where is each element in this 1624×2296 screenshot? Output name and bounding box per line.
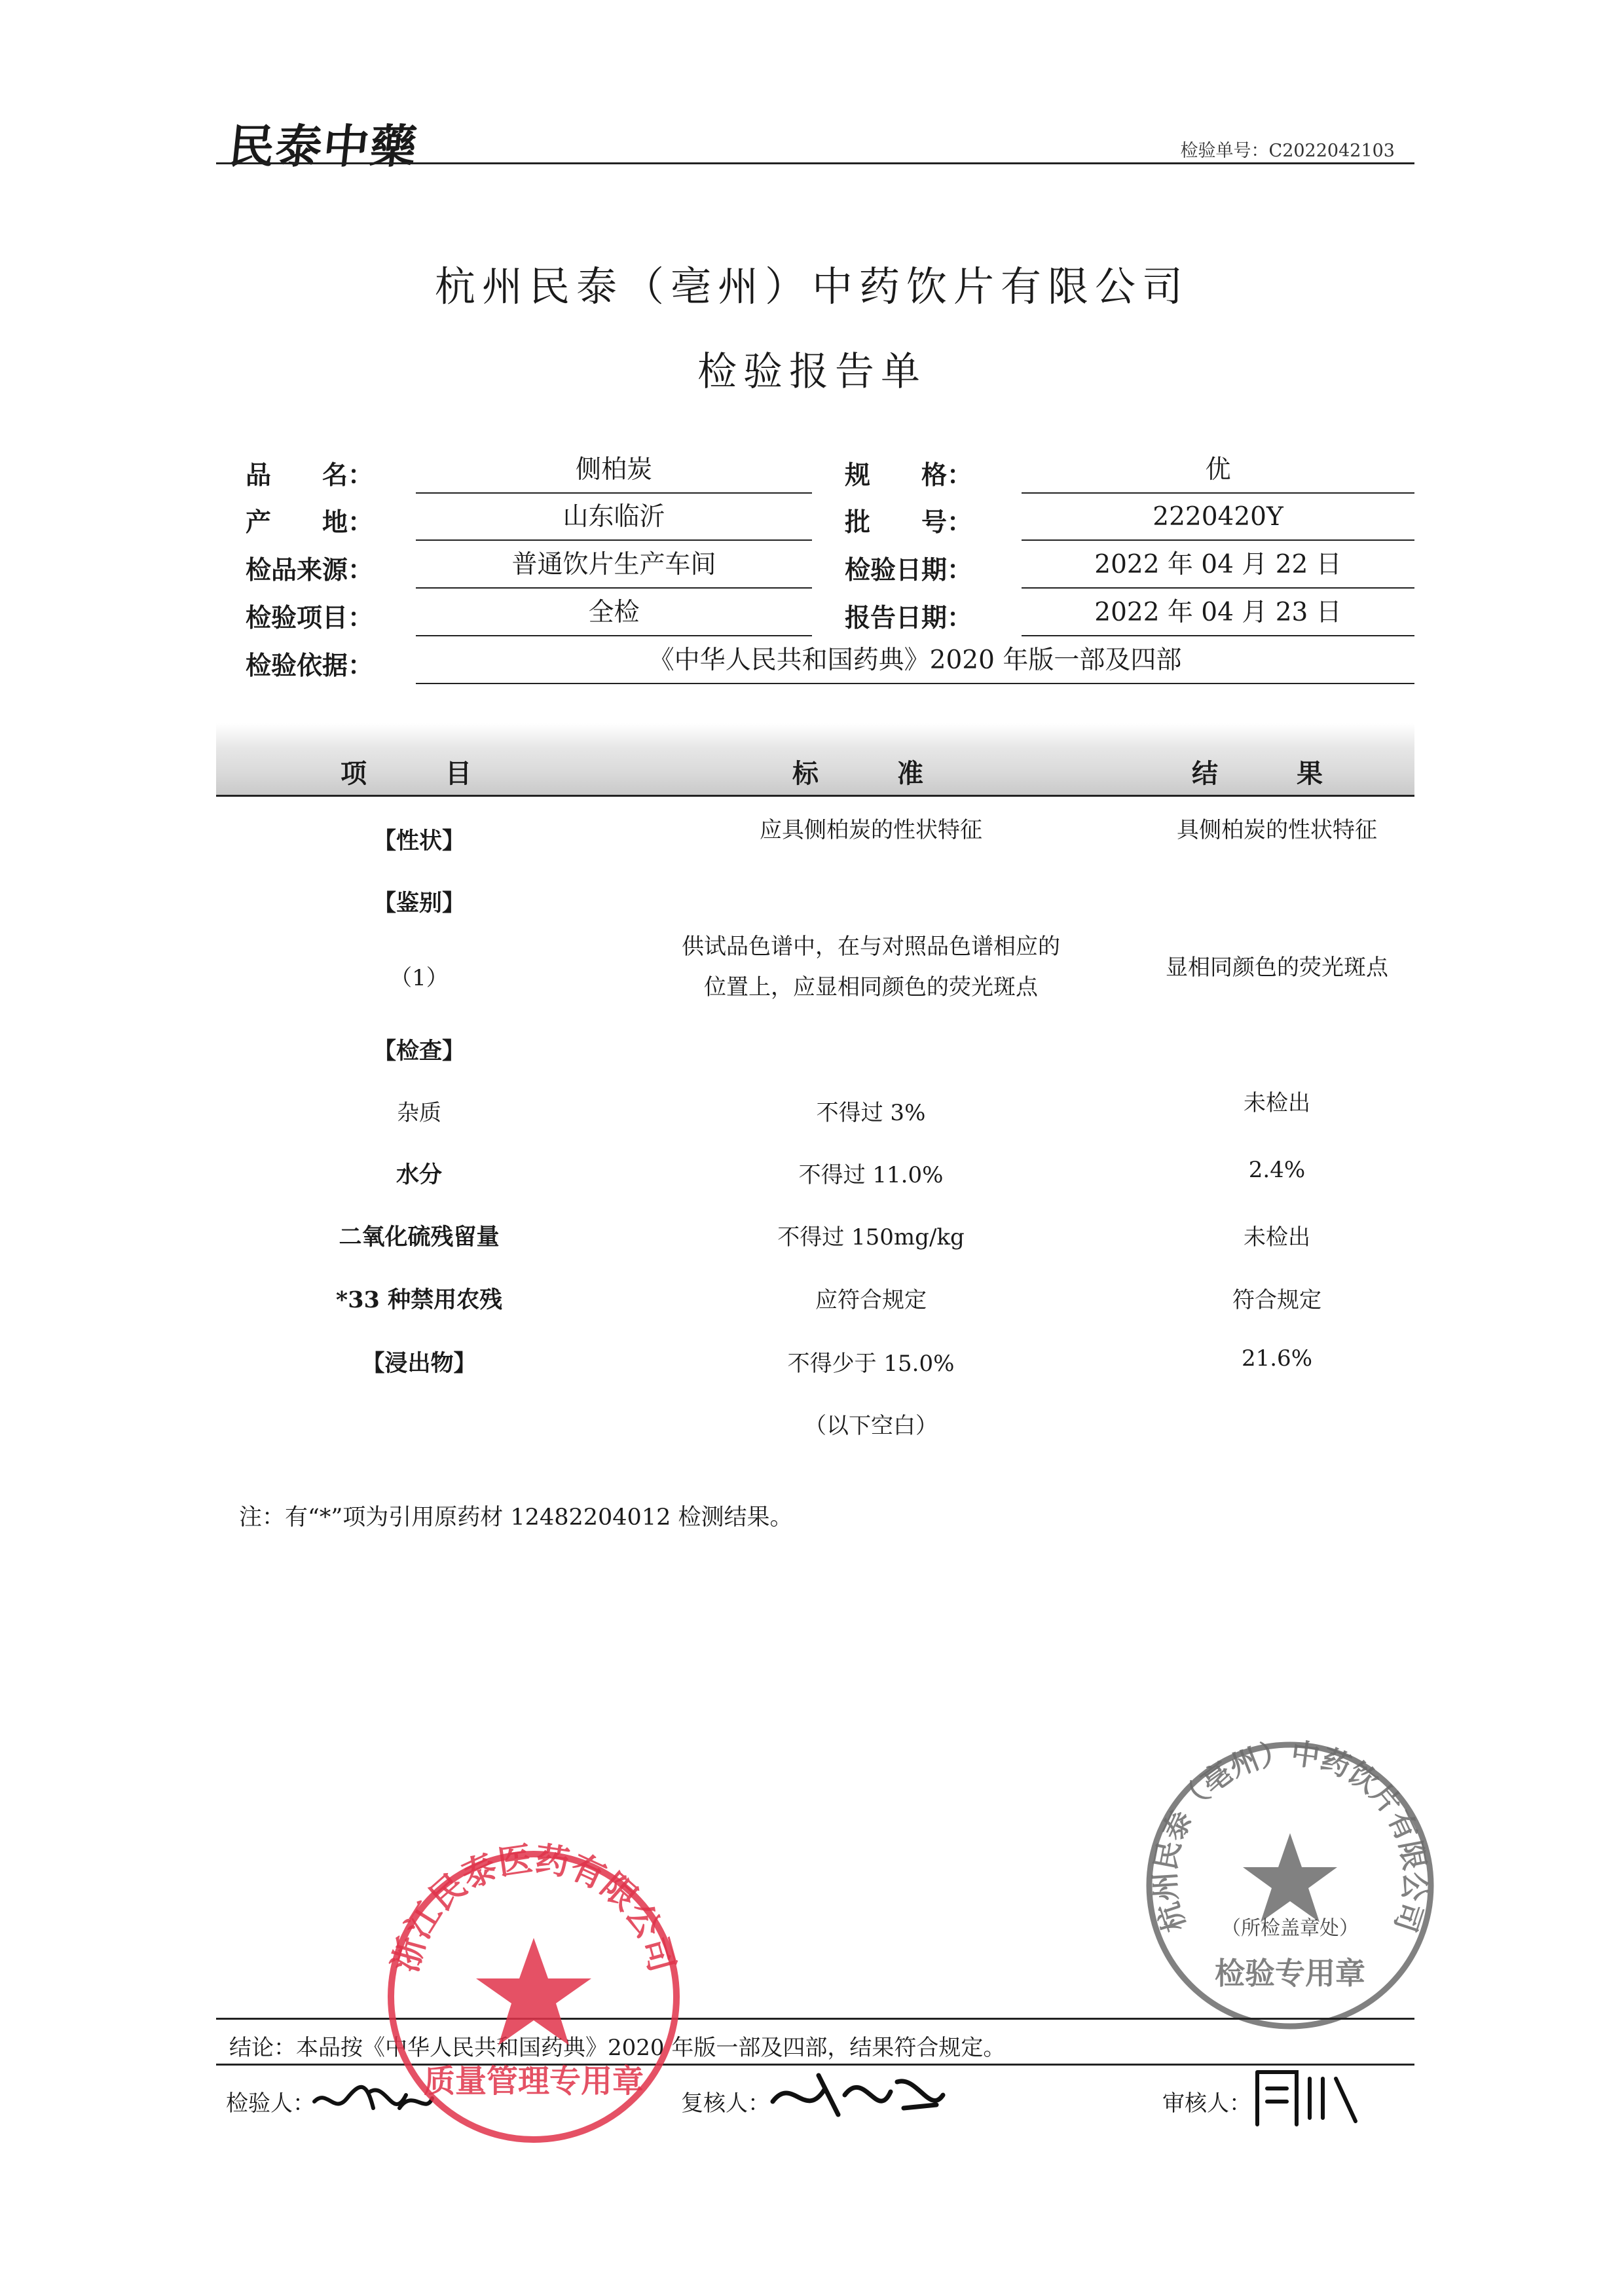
origin-value: 山东临沂 — [416, 498, 812, 541]
row-standard-line1: 供试品色谱中，在与对照品色谱相应的 — [682, 934, 1060, 960]
items-label: 检验项目： — [246, 603, 374, 633]
row-result: 具侧柏炭的性状特征 — [1177, 817, 1377, 843]
source-value: 普通饮片生产车间 — [416, 545, 812, 589]
company-logo: 民泰中藥 — [226, 119, 420, 173]
items-value: 全检 — [416, 593, 812, 636]
test-date-label: 检验日期： — [845, 555, 973, 585]
inspection-stamp-center-text: 检验专用章 — [1215, 1956, 1365, 1991]
report-date-label: 报告日期： — [845, 603, 973, 633]
quality-stamp — [377, 1840, 691, 2154]
row-result: 未检出 — [1244, 1224, 1310, 1250]
row-standard: 不得过 3% — [816, 1100, 926, 1126]
document-title: 检验报告单 — [697, 349, 927, 395]
inspection-stamp — [1133, 1728, 1447, 2043]
row-result: 显相同颜色的荧光斑点 — [1166, 955, 1388, 981]
basis-value: 《中华人民共和国药典》2020 年版一部及四部 — [416, 641, 1414, 684]
row-standard: 应符合规定 — [815, 1287, 927, 1313]
source-label: 检品来源： — [246, 555, 374, 585]
approver-signature — [1244, 2059, 1362, 2138]
inspector-label: 检验人： — [226, 2090, 315, 2117]
basis-label: 检验依据： — [246, 651, 374, 681]
test-date-value: 2022 年 04 月 22 日 — [1022, 545, 1414, 589]
row-item: 【鉴别】 — [373, 890, 465, 917]
row-result: 未检出 — [1244, 1090, 1310, 1116]
spec-value: 优 — [1022, 450, 1414, 494]
row-result: 符合规定 — [1232, 1287, 1321, 1313]
inspection-stamp-ring-text: 杭州民泰（亳州）中药饮片有限公司 — [1149, 1737, 1431, 1936]
product-value: 侧柏炭 — [416, 450, 812, 494]
quality-stamp-ring-text: 浙江民泰医药有限公司 — [386, 1840, 682, 1977]
row-item: *33 种禁用农残 — [335, 1286, 503, 1313]
product-label: 品 名： — [246, 460, 374, 490]
batch-value: 2220420Y — [1022, 498, 1414, 541]
row-standard: 不得过 11.0% — [798, 1162, 944, 1188]
reviewer-label: 复核人： — [681, 2090, 770, 2117]
company-name: 杭州民泰（亳州）中药饮片有限公司 — [434, 263, 1189, 310]
report-number: 检验单号：C2022042103 — [1180, 141, 1395, 161]
header-rule — [216, 162, 1414, 164]
blank-below-note: （以下空白） — [804, 1413, 938, 1439]
row-result: 2.4% — [1248, 1157, 1306, 1183]
row-standard: 应具侧柏炭的性状特征 — [760, 817, 982, 843]
row-item: （1） — [390, 965, 449, 991]
column-header-item: 项 目 — [341, 758, 498, 789]
column-header-result: 结 果 — [1192, 758, 1349, 789]
report-date-value: 2022 年 04 月 23 日 — [1022, 593, 1414, 636]
column-header-standard: 标 准 — [792, 758, 950, 789]
row-item: 二氧化硫残留量 — [339, 1224, 500, 1250]
row-item: 水分 — [396, 1161, 442, 1188]
footnote: 注：有“*”项为引用原药材 12482204012 检测结果。 — [239, 1504, 793, 1531]
row-result: 21.6% — [1241, 1345, 1312, 1372]
origin-label: 产 地： — [246, 507, 374, 538]
inspection-stamp-note: （所检盖章处） — [1221, 1917, 1359, 1940]
row-standard: 不得过 150mg/kg — [777, 1224, 965, 1250]
approver-label: 审核人： — [1162, 2090, 1251, 2117]
batch-label: 批 号： — [845, 507, 973, 538]
row-standard-line2: 位置上，应显相同颜色的荧光斑点 — [704, 974, 1038, 1000]
row-item: 【浸出物】 — [361, 1350, 477, 1377]
row-item: 杂质 — [397, 1100, 441, 1126]
row-item: 【性状】 — [373, 828, 465, 854]
quality-stamp-center-text: 质量管理专用章 — [423, 2063, 644, 2100]
spec-label: 规 格： — [845, 460, 973, 490]
row-item: 【检查】 — [373, 1038, 465, 1065]
reviewer-signature — [766, 2056, 950, 2134]
row-standard: 不得少于 15.0% — [787, 1351, 955, 1377]
table-header-rule — [216, 795, 1414, 797]
conclusion-text: 结论：本品按《中华人民共和国药典》2020 年版一部及四部，结果符合规定。 — [229, 2035, 1006, 2061]
